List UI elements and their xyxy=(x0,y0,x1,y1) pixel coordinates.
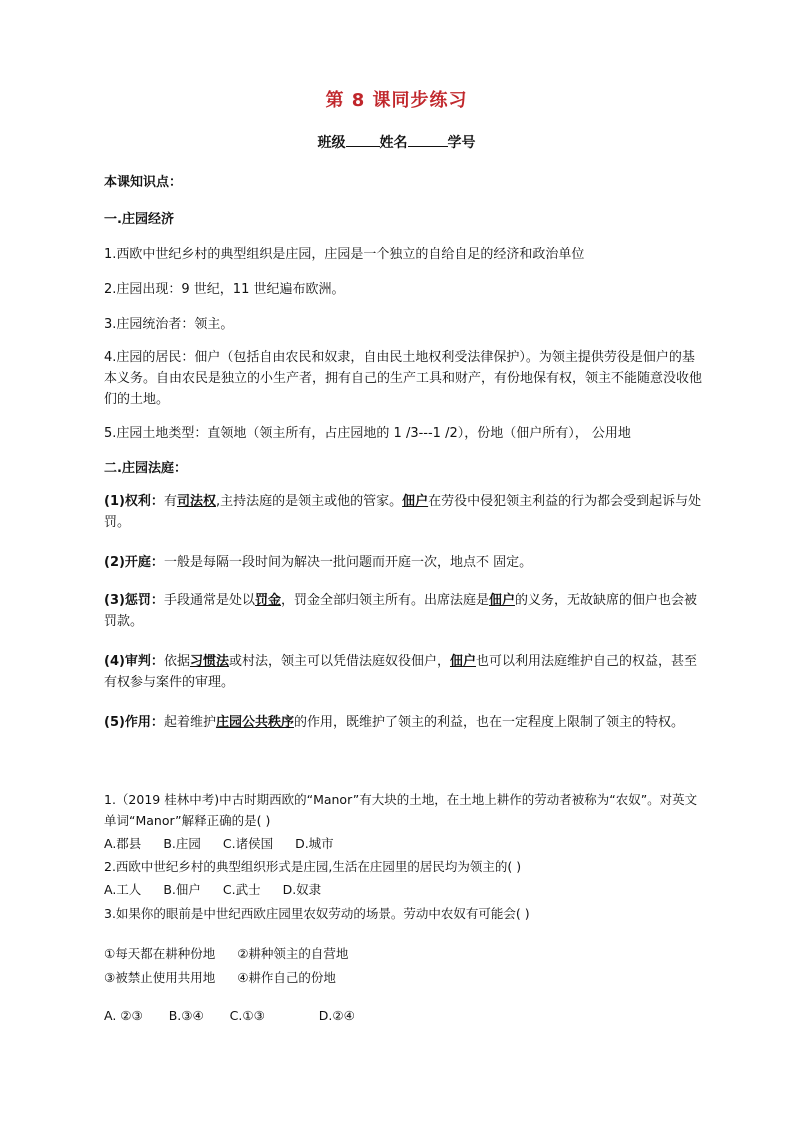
item-keyword: 佃户 xyxy=(449,654,476,669)
number-label: 学号 xyxy=(447,135,476,151)
class-blank xyxy=(346,134,380,147)
question-2-options xyxy=(104,879,704,900)
statement-4: ④耕作自己的份地 xyxy=(237,970,336,985)
section1-point-5: 5.庄园土地类型：直领地（领主所有，占庄园地的 1 /3---1 /2），份地（佃户所有）， 公用地 xyxy=(104,426,631,441)
item-keyword: 庄园公共秩序 xyxy=(215,715,294,730)
section1-point-3: 3.庄园统治者：领主。 xyxy=(104,317,234,332)
item-text: 的义务，无故缺席的佃户也会被罚款。 xyxy=(104,593,698,629)
item-keyword: 佃户 xyxy=(488,593,515,608)
item-text: 依据 xyxy=(163,654,190,669)
item-label: (2)开庭： xyxy=(104,555,164,570)
name-label: 姓名 xyxy=(379,135,408,151)
class-name-number-line xyxy=(0,132,793,152)
item-text: 手段通常是处以 xyxy=(163,593,255,608)
statement-3: ③被禁止使用共用地 xyxy=(104,970,216,985)
statement-2: ②耕种领主的自营地 xyxy=(237,946,349,961)
question-3-items-row1 xyxy=(104,943,704,964)
option-d: D.城市 xyxy=(295,836,334,851)
section1-point-1: 1.西欧中世纪乡村的典型组织是庄园，庄园是一个独立的自给自足的经济和政治单位 xyxy=(104,247,585,262)
item-label: (1)权利： xyxy=(104,494,164,509)
court-item-function xyxy=(104,712,704,733)
name-blank xyxy=(408,134,448,147)
item-text: 一般是每隔一段时间为解决一批问题而开庭一次，地点不 固定。 xyxy=(163,555,533,570)
question-1-options xyxy=(104,833,704,854)
item-text: ，罚金全部归领主所有。出席法庭是 xyxy=(280,593,489,608)
item-text: 也可以利用法庭维护自己的权益，甚至有权参与案件的审理。 xyxy=(104,654,698,690)
question-2: 2.西欧中世纪乡村的典型组织形式是庄园,生活在庄园里的居民均为领主的( ) xyxy=(104,859,522,874)
item-text: 或村法，领主可以凭借法庭奴役佃户， xyxy=(228,654,450,669)
question-1: 1.（2019 桂林中考)中古时期西欧的“Manor”有大块的土地，在土地上耕作的劳动者被称为“农奴”。对英文单词“Manor”解释正确的是( ) xyxy=(104,792,698,828)
court-item-penalty xyxy=(104,590,704,632)
item-label: (3)惩罚： xyxy=(104,593,164,608)
item-label: (4)审判： xyxy=(104,654,164,669)
item-label: (5)作用： xyxy=(104,715,164,730)
item-text: 有 xyxy=(163,494,177,509)
class-label: 班级 xyxy=(317,135,346,151)
page-title: 第 8 课同步练习 xyxy=(325,90,468,111)
item-text: 起着维护 xyxy=(163,715,216,730)
item-keyword: 司法权 xyxy=(176,494,216,509)
item-keyword: 罚金 xyxy=(254,593,281,608)
item-text: 的作用，既维护了领主的利益，也在一定程度上限制了领主的特权。 xyxy=(293,715,684,730)
option-a: A. ②③ xyxy=(104,1008,143,1023)
court-item-trial xyxy=(104,651,704,693)
item-text: ,主持法庭的是领主或他的管家。 xyxy=(215,494,403,509)
court-item-session xyxy=(104,552,704,573)
option-a: A.工人 xyxy=(104,882,142,897)
item-text: 在劳役中侵犯领主利益的行为都会受到起诉与处罚。 xyxy=(104,494,702,530)
statement-1: ①每天都在耕种份地 xyxy=(104,946,216,961)
option-d: D.奴隶 xyxy=(282,882,322,897)
option-b: B.佃户 xyxy=(163,882,201,897)
section1-point-4: 4.庄园的居民：佃户（包括自由农民和奴隶，自由民土地权利受法律保护）。为领主提供劳役是佃户的基本义务。自由农民是独立的小生产者，拥有自己的生产工具和财产，有份地保有权，领主不能随意没收他们的土地。 xyxy=(104,350,703,407)
knowledge-header: 本课知识点： xyxy=(104,175,183,190)
court-item-rights xyxy=(104,491,704,533)
section1-point-2: 2.庄园出现：9 世纪，11 世纪遍布欧洲。 xyxy=(104,282,345,297)
option-b: B.③④ xyxy=(168,1008,204,1023)
question-3-options xyxy=(104,1005,704,1026)
option-c: C.武士 xyxy=(222,882,261,897)
question-3: 3.如果你的眼前是中世纪西欧庄园里农奴劳动的场景。劳动中农奴有可能会( ) xyxy=(104,906,530,921)
option-b: B.庄园 xyxy=(163,836,201,851)
option-c: C.诸侯国 xyxy=(222,836,274,851)
option-c: C.①③ xyxy=(229,1008,265,1023)
item-keyword: 佃户 xyxy=(402,494,429,509)
option-a: A.郡县 xyxy=(104,836,142,851)
option-d: D.②④ xyxy=(318,1008,355,1023)
question-3-items-row2 xyxy=(104,967,704,988)
section1-heading: 一.庄园经济 xyxy=(104,212,174,227)
item-keyword: 习惯法 xyxy=(189,654,229,669)
section2-heading: 二.庄园法庭： xyxy=(104,461,187,476)
